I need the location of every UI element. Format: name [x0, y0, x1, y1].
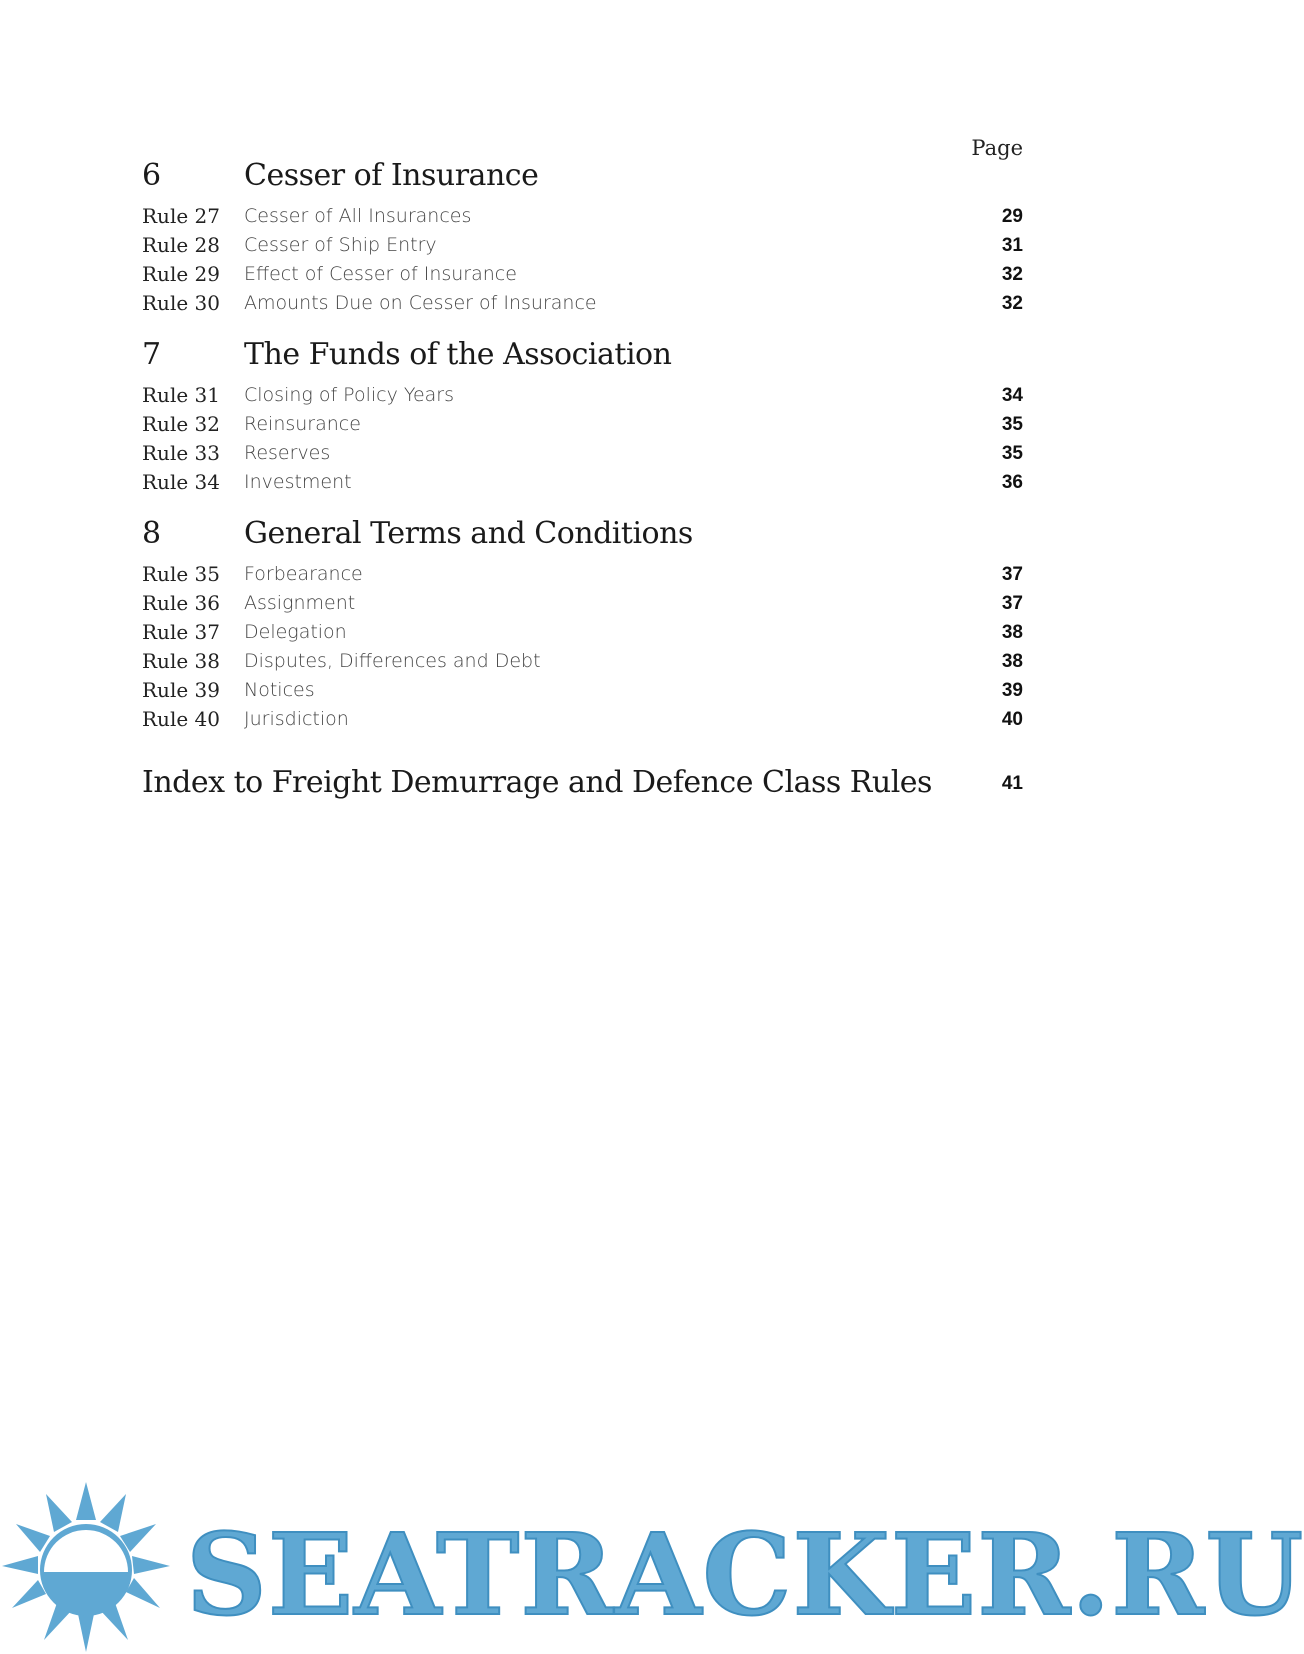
rule-title: Notices: [244, 679, 315, 701]
sun-icon: [0, 1480, 180, 1654]
rule-row[interactable]: [142, 705, 1023, 734]
rule-title: Closing of Policy Years: [244, 384, 455, 406]
rule-number: Rule 27: [142, 204, 220, 228]
section-number: 8: [142, 516, 162, 551]
rule-number: Rule 31: [142, 383, 220, 407]
section-heading: [142, 156, 1023, 196]
rule-title: Effect of Cesser of Insurance: [244, 263, 517, 285]
rule-title: Reserves: [244, 442, 331, 464]
rule-page-number: 35: [1001, 414, 1023, 435]
page-column-label: Page: [971, 136, 1023, 160]
section-number: 6: [142, 158, 162, 193]
rule-row[interactable]: [142, 468, 1023, 497]
section-8: [142, 514, 1023, 734]
rule-row[interactable]: [142, 439, 1023, 468]
rule-title: Investment: [244, 471, 352, 493]
rule-row[interactable]: [142, 231, 1023, 260]
watermark-text: SEATRACKER.RU: [186, 1510, 1304, 1641]
rule-number: Rule 39: [142, 678, 220, 702]
rule-page-number: 31: [1001, 235, 1023, 256]
rule-title: Cesser of All Insurances: [244, 205, 472, 227]
rule-row[interactable]: [142, 260, 1023, 289]
section-title: General Terms and Conditions: [244, 516, 693, 551]
rule-title: Disputes, Differences and Debt: [244, 650, 541, 672]
rule-row[interactable]: [142, 676, 1023, 705]
rule-title: Forbearance: [244, 563, 363, 585]
rule-page-number: 32: [1001, 264, 1023, 285]
rule-row[interactable]: [142, 202, 1023, 231]
rule-number: Rule 32: [142, 412, 220, 436]
rule-title: Delegation: [244, 621, 347, 643]
index-entry[interactable]: [142, 763, 1023, 803]
rule-title: Assignment: [244, 592, 356, 614]
rule-number: Rule 36: [142, 591, 220, 615]
rule-number: Rule 28: [142, 233, 220, 257]
rule-page-number: 37: [1001, 593, 1023, 614]
section-number: 7: [142, 337, 162, 372]
rule-number: Rule 37: [142, 620, 220, 644]
rule-row[interactable]: [142, 589, 1023, 618]
section-title: Cesser of Insurance: [244, 158, 539, 193]
watermark: [0, 1480, 1304, 1654]
index-title: Index to Freight Demurrage and Defence Class Rules: [142, 765, 932, 800]
rule-page-number: 29: [1001, 206, 1023, 227]
rule-number: Rule 35: [142, 562, 220, 586]
rule-title: Amounts Due on Cesser of Insurance: [244, 292, 597, 314]
section-6: [142, 156, 1023, 318]
rule-page-number: 34: [1001, 385, 1023, 406]
section-7: [142, 335, 1023, 497]
index-page-number: 41: [1001, 773, 1023, 794]
rule-title: Cesser of Ship Entry: [244, 234, 437, 256]
rule-row[interactable]: [142, 647, 1023, 676]
rule-page-number: 37: [1001, 564, 1023, 585]
rule-page-number: 38: [1001, 651, 1023, 672]
rule-page-number: 40: [1001, 709, 1023, 730]
rule-row[interactable]: [142, 618, 1023, 647]
rule-number: Rule 40: [142, 707, 220, 731]
rule-number: Rule 30: [142, 291, 220, 315]
rule-number: Rule 38: [142, 649, 220, 673]
section-heading: [142, 335, 1023, 375]
rule-row[interactable]: [142, 560, 1023, 589]
section-title: The Funds of the Association: [244, 337, 672, 372]
rule-row[interactable]: [142, 381, 1023, 410]
rule-page-number: 32: [1001, 293, 1023, 314]
rule-number: Rule 34: [142, 470, 220, 494]
rule-page-number: 39: [1001, 680, 1023, 701]
rule-page-number: 35: [1001, 443, 1023, 464]
rule-number: Rule 33: [142, 441, 220, 465]
rule-title: Jurisdiction: [244, 708, 349, 730]
rule-row[interactable]: [142, 289, 1023, 318]
rule-row[interactable]: [142, 410, 1023, 439]
rule-number: Rule 29: [142, 262, 220, 286]
rule-page-number: 36: [1001, 472, 1023, 493]
section-heading: [142, 514, 1023, 554]
rule-title: Reinsurance: [244, 413, 361, 435]
rule-page-number: 38: [1001, 622, 1023, 643]
